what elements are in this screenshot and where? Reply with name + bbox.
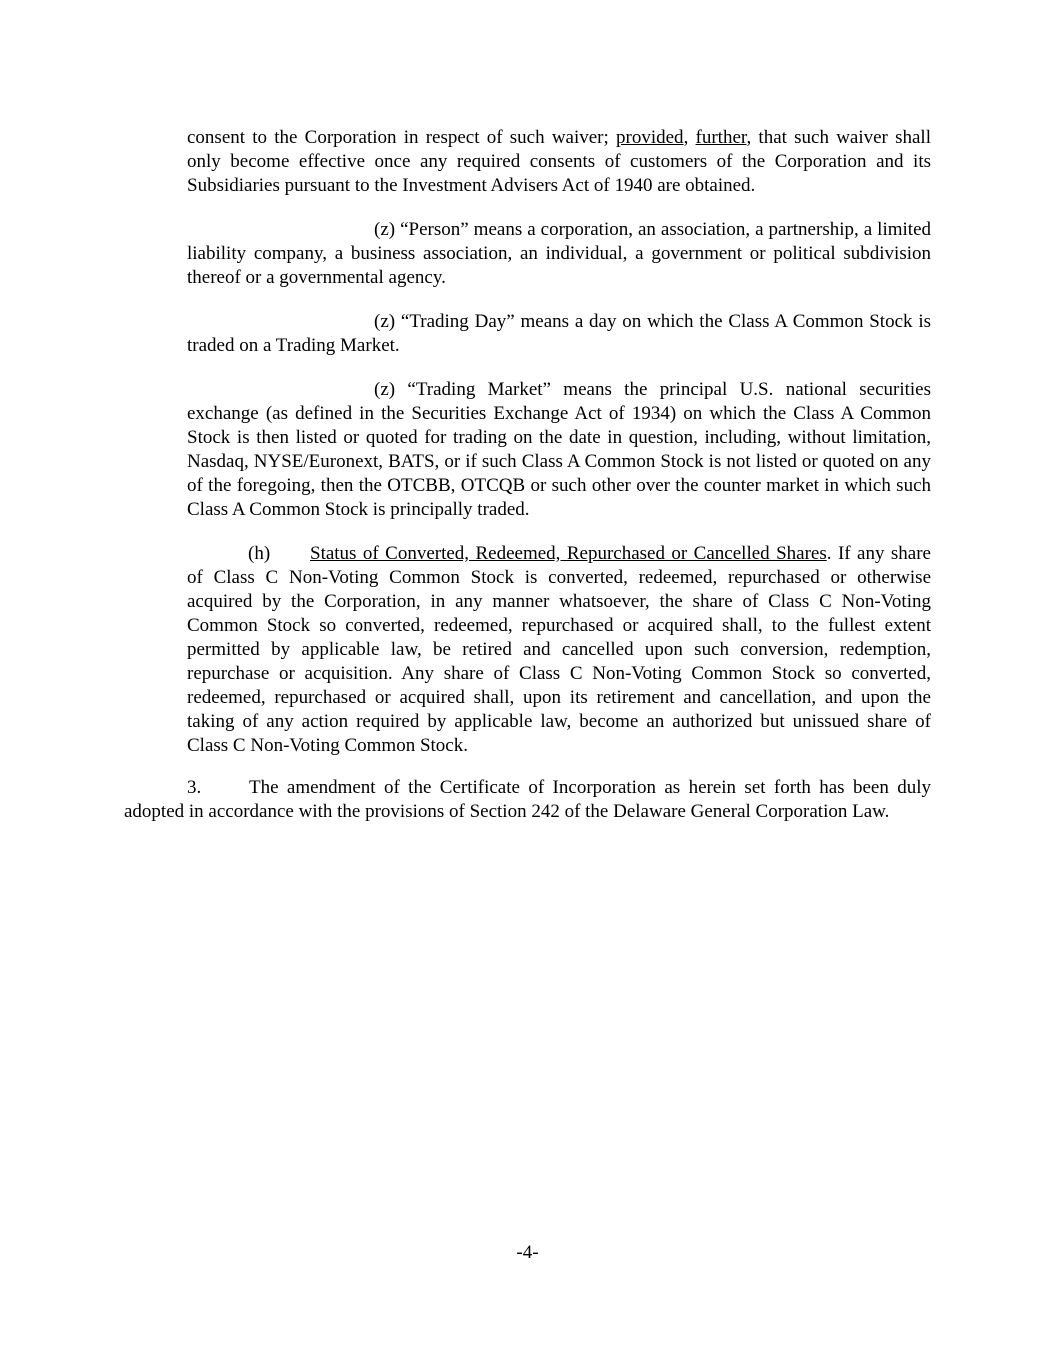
waiver-comma: , bbox=[683, 127, 696, 148]
waiver-text-start: consent to the Corporation in respect of such waiver; bbox=[187, 127, 617, 148]
paragraph-waiver-continuation bbox=[187, 126, 931, 198]
status-of-shares-text: . If any share of Class C Non-Voting Common Stock is converted, redeemed, repurchased or otherwise acquired by the Corporation, in any manner whatsoever, the share of Class C Non-Voting Common Stock so converted, redeemed, repurchased or acquired shall, to the fullest extent permitted by applicable law, be retired and cancelled upon such conversion, redemption, repurchase or acquisition. Any share of Class C Non-Voting Common Stock so converted, redeemed, repurchased or acquired shall, upon its retirement and cancellation, and upon the taking of any action required by applicable law, become an authorized but unissued share of Class C Non-Voting Common Stock. bbox=[187, 543, 931, 756]
waiver-text-end: , that such waiver shall only become effective once any required consents of customers of the Corporation and its Subsidiaries pursuant to the Investment Advisers Act of 1940 are obtained. bbox=[187, 127, 931, 196]
paragraph-trading-day-definition bbox=[187, 310, 931, 358]
section-heading-status: Status of Converted, Redeemed, Repurchased or Cancelled Shares bbox=[310, 543, 827, 564]
paragraph-person-definition bbox=[187, 218, 931, 290]
term-provided: provided bbox=[616, 127, 684, 148]
section-label-h: (h) bbox=[248, 543, 271, 564]
term-further: further bbox=[695, 127, 747, 148]
paragraph-number-3: 3. bbox=[187, 777, 202, 798]
trading-day-definition-text: (z) “Trading Day” means a day on which the Class A Common Stock is traded on a Trading Market. bbox=[187, 311, 931, 356]
person-definition-text: (z) “Person” means a corporation, an association, a partnership, a limited liability company, a business association, an individual, a government or political subdivision thereof or a governmental agency. bbox=[187, 219, 931, 288]
amendment-adopted-text: The amendment of the Certificate of Incorporation as herein set forth has been duly adopted in accordance with the provisions of Section 242 of the Delaware General Corporation Law. bbox=[124, 777, 931, 822]
paragraph-amendment-adopted bbox=[124, 776, 931, 824]
paragraph-trading-market-definition bbox=[187, 378, 931, 522]
page-number: -4- bbox=[516, 1242, 539, 1263]
trading-market-definition-text: (z) “Trading Market” means the principal U.S. national securities exchange (as defined in the Securities Exchange Act of 1934) on which the Class A Common Stock is then listed or quoted for trading on the date in question, including, without limitation, Nasdaq, NYSE/Euronext, BATS, or if such Class A Common Stock is not listed or quoted on any of the foregoing, then the OTCBB, OTCQB or such other over the counter market in which such Class A Common Stock is principally traded. bbox=[187, 379, 931, 520]
paragraph-status-of-shares bbox=[187, 542, 931, 758]
